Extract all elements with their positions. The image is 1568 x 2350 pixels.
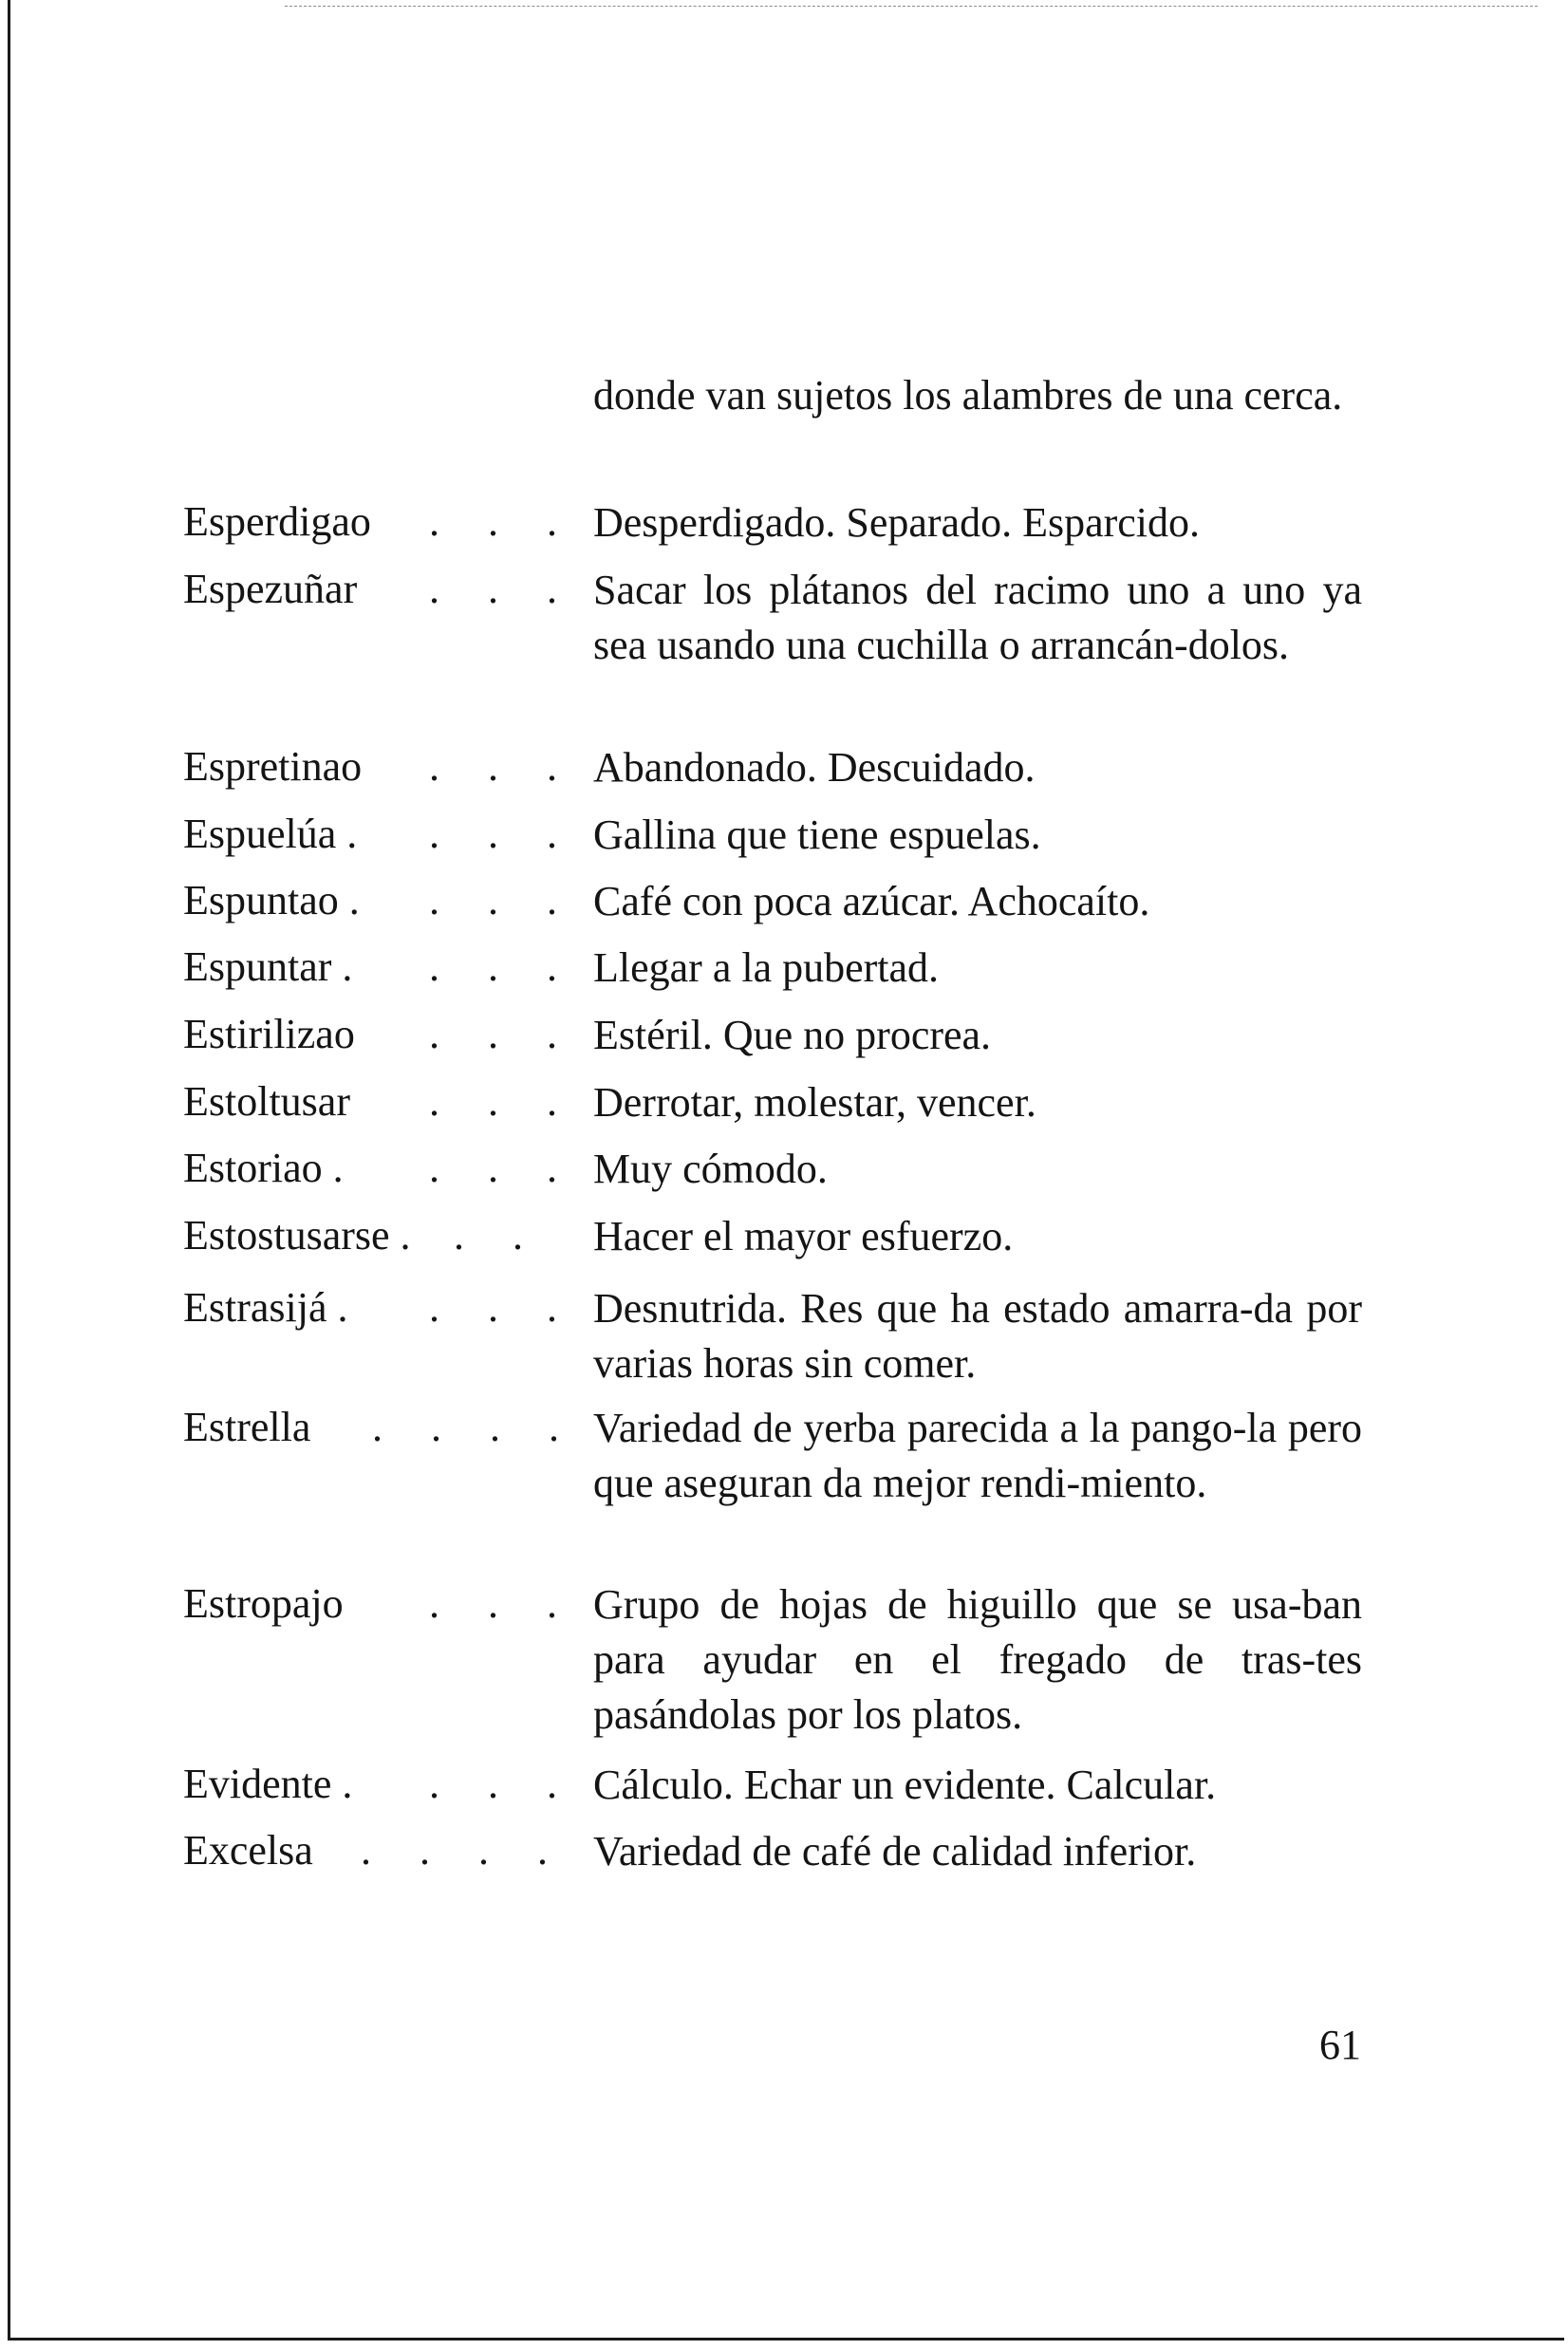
entry-definition: Hacer el mayor esfuerzo.: [593, 1213, 1014, 1259]
entry-term: Espezuñar: [183, 566, 358, 612]
leader-dots: . . .: [429, 811, 576, 857]
entry-definition: Muy cómodo.: [593, 1146, 828, 1192]
entry-term: Espretinao: [183, 743, 363, 790]
entry-definition: Cálculo. Echar un evidente. Calcular.: [593, 1762, 1217, 1808]
leader-dots: . . .: [429, 566, 576, 612]
entry-definition: Abandonado. Descuidado.: [593, 744, 1036, 791]
leader-dots: . . .: [429, 1284, 576, 1331]
leader-dots: . . .: [429, 1580, 576, 1627]
entry-definition: Sacar los plátanos del racimo uno a uno ya sea usando una cuchilla o arrancán-dolos.: [593, 567, 1362, 668]
leader-dots: . . .: [429, 1761, 576, 1807]
leader-dots: . . .: [429, 498, 576, 545]
entry-term: Estrasijá .: [183, 1284, 348, 1331]
entry-term: Excelsa: [183, 1827, 313, 1874]
entry-definition: Café con poca azúcar. Achocaíto.: [593, 878, 1150, 924]
entry-term: Estoriao .: [183, 1145, 344, 1191]
entry-definition: Desperdigado. Separado. Esparcido.: [593, 499, 1201, 546]
entry-term: Evidente .: [183, 1761, 353, 1807]
entry-term: Estoltusar: [183, 1078, 350, 1125]
leader-dots: . . . .: [372, 1404, 578, 1450]
entry-definition: Derrotar, molestar, vencer.: [593, 1079, 1036, 1126]
entry-definition: Grupo de hojas de higuillo que se usa-ban para ayudar en el fregado de tras-tes pasándolas por los platos.: [593, 1581, 1362, 1738]
entry-definition: Desnutrida. Res que ha estado amarra-da por varias horas sin comer.: [593, 1285, 1362, 1387]
leader-dots: . . .: [429, 1145, 576, 1191]
leader-dots: . . .: [429, 1011, 576, 1057]
page-number: 61: [1319, 2022, 1361, 2068]
entry-term: Estirilizao: [183, 1011, 355, 1057]
entry-term: Estostusarse .: [183, 1212, 411, 1259]
entry-term: Espuelúa .: [183, 811, 358, 857]
leader-dots: . .: [454, 1212, 542, 1259]
leader-dots: . . .: [429, 943, 576, 990]
entry-definition: Llegar a la pubertad.: [593, 944, 940, 991]
continuation-definition: donde van sujetos los alambres de una cerca.: [593, 372, 1343, 419]
entry-term: Esperdigao: [183, 498, 371, 545]
leader-dots: . . . .: [361, 1827, 567, 1874]
entry-definition: Variedad de yerba parecida a la pango-la pero que aseguran da mejor rendi-miento.: [593, 1405, 1362, 1506]
entry-term: Espuntar .: [183, 943, 353, 990]
leader-dots: . . .: [429, 877, 576, 923]
entry-definition: Estéril. Que no procrea.: [593, 1012, 992, 1058]
entry-definition: Gallina que tiene espuelas.: [593, 811, 1041, 858]
leader-dots: . . .: [429, 1078, 576, 1125]
entry-term: Espuntao .: [183, 877, 360, 923]
entry-term: Estropajo: [183, 1580, 344, 1627]
entry-definition: Variedad de café de calidad inferior.: [593, 1828, 1197, 1874]
leader-dots: . . .: [429, 743, 576, 790]
entry-term: Estrella: [183, 1404, 311, 1450]
